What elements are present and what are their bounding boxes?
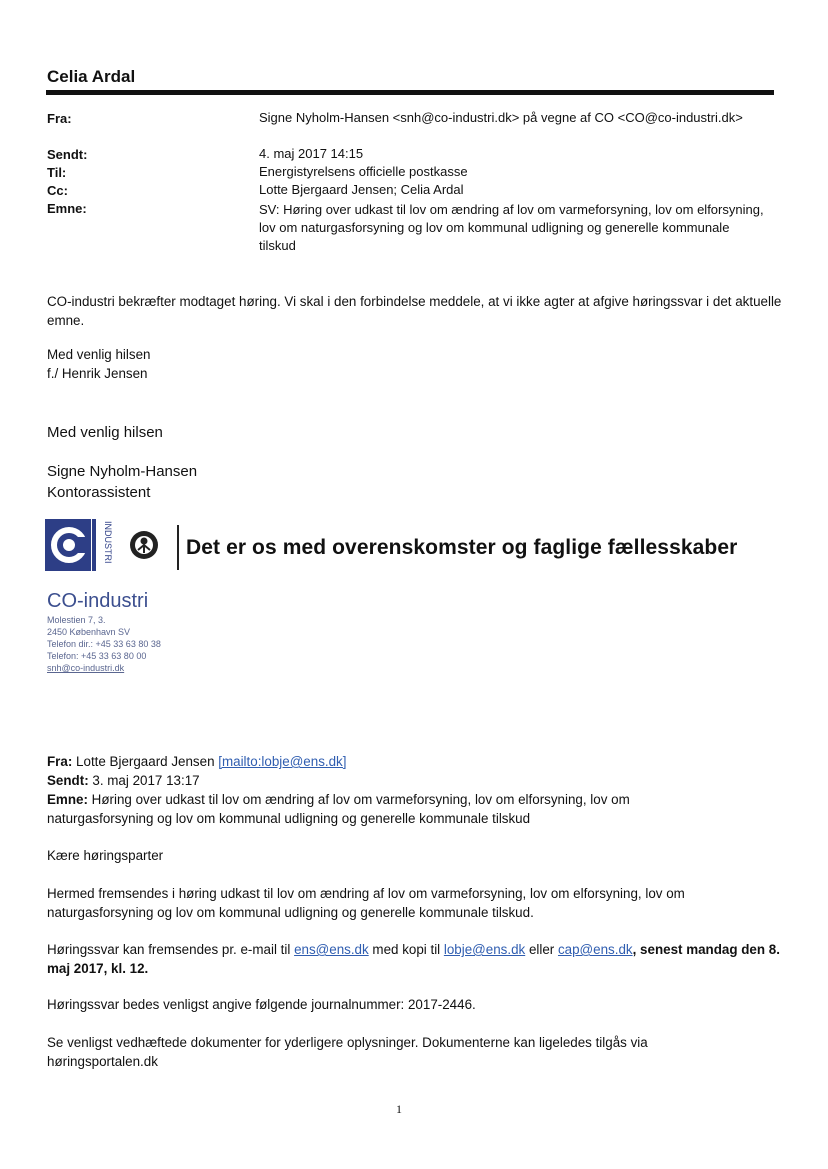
cc-label: Cc: — [47, 183, 68, 198]
fwd-paragraph-3: Høringssvar bedes venligst angive følgende journalnummer: 2017-2446. — [47, 997, 476, 1012]
fwd-p2-text-a: Høringssvar kan fremsendes pr. e-mail til — [47, 942, 295, 957]
greeting-2: Med venlig hilsen — [47, 424, 163, 441]
fwd-from-line — [47, 752, 782, 771]
ens-email-link[interactable]: ens@ens.dk — [294, 942, 369, 957]
fwd-sent-value: 3. maj 2017 13:17 — [92, 773, 200, 788]
subject-label: Emne: — [47, 201, 87, 216]
fwd-sent-line — [47, 771, 782, 790]
fwd-salutation: Kære høringsparter — [47, 848, 164, 863]
fwd-mailto-link[interactable]: [mailto:lobje@ens.dk] — [218, 754, 347, 769]
greeting-name: f./ Henrik Jensen — [47, 366, 148, 381]
from-label: Fra: — [47, 111, 72, 126]
sent-label: Sendt: — [47, 147, 88, 162]
phone-direct: Telefon dir.: +45 33 63 80 38 — [47, 639, 161, 649]
fwd-p2-deadline: , senest mandag den 8. maj 2017, kl. 12. — [47, 942, 780, 976]
recipient-name: Celia Ardal — [47, 67, 136, 86]
address-line-2: 2450 København SV — [47, 627, 131, 637]
fwd-sent-label: Sendt: — [47, 773, 89, 788]
subject-value: SV: Høring over udkast til lov om ændring af lov om varmeforsyning, lov om elforsyning, lov om naturgasforsyning og lov om kommunal udligning og generelle kommunale tilskud — [259, 202, 764, 253]
sent-value: 4. maj 2017 14:15 — [259, 146, 364, 161]
company-name: CO-industri — [47, 590, 149, 612]
signature-title: Kontorassistent — [47, 484, 151, 501]
body-paragraph: CO-industri bekræfter modtaget høring. Vi skal i den forbindelse meddele, at vi ikke agter at afgive høringssvar i det aktuelle emne. — [47, 294, 782, 328]
signature-name: Signe Nyholm-Hansen — [47, 463, 198, 480]
fwd-p2-text-b: med kopi til — [368, 942, 444, 957]
page-number: 1 — [396, 1102, 402, 1116]
logo-vertical-text: INDUSTRI — [103, 521, 113, 564]
from-value: Signe Nyholm-Hansen <snh@co-industri.dk> på vegne af CO <CO@co-industri.dk> — [259, 110, 743, 125]
email-link[interactable]: snh@co-industri.dk — [47, 663, 125, 673]
fwd-subject-line — [47, 790, 667, 828]
co-industri-logo — [45, 519, 175, 575]
fwd-subject-label: Emne: — [47, 792, 88, 807]
header-rule — [46, 90, 774, 95]
phone: Telefon: +45 33 63 80 00 — [47, 651, 147, 661]
fwd-paragraph-2 — [47, 940, 792, 978]
to-label: Til: — [47, 165, 67, 180]
fwd-paragraph-4: Se venligst vedhæftede dokumenter for yderligere oplysninger. Dokumenterne kan ligeledes tilgås via høringsportalen.dk — [47, 1035, 648, 1069]
slogan: Det er os med overenskomster og faglige fællesskaber — [186, 536, 738, 559]
fwd-from-label: Fra: — [47, 754, 73, 769]
fwd-p2-text-c: eller — [525, 942, 558, 957]
greeting: Med venlig hilsen — [47, 347, 151, 362]
address-line-1: Molestien 7, 3. — [47, 615, 106, 625]
to-value: Energistyrelsens officielle postkasse — [259, 164, 468, 179]
logo-divider — [177, 525, 179, 570]
fwd-paragraph-1: Hermed fremsendes i høring udkast til lov om ændring af lov om varmeforsyning, lov om elforsyning, lov om naturgasforsyning og lov om kommunal udligning og generelle kommunale tilskud. — [47, 886, 685, 920]
cc-value: Lotte Bjergaard Jensen; Celia Ardal — [259, 182, 464, 197]
fwd-from-name: Lotte Bjergaard Jensen — [76, 754, 215, 769]
lobje-email-link[interactable]: lobje@ens.dk — [443, 942, 526, 957]
fwd-subject-value: Høring over udkast til lov om ændring af lov om varmeforsyning, lov om elforsyning, lov om naturgasforsyning og lov om kommunal udligning og generelle kommunale tilskud — [47, 792, 630, 826]
cap-email-link[interactable]: cap@ens.dk — [557, 942, 633, 957]
